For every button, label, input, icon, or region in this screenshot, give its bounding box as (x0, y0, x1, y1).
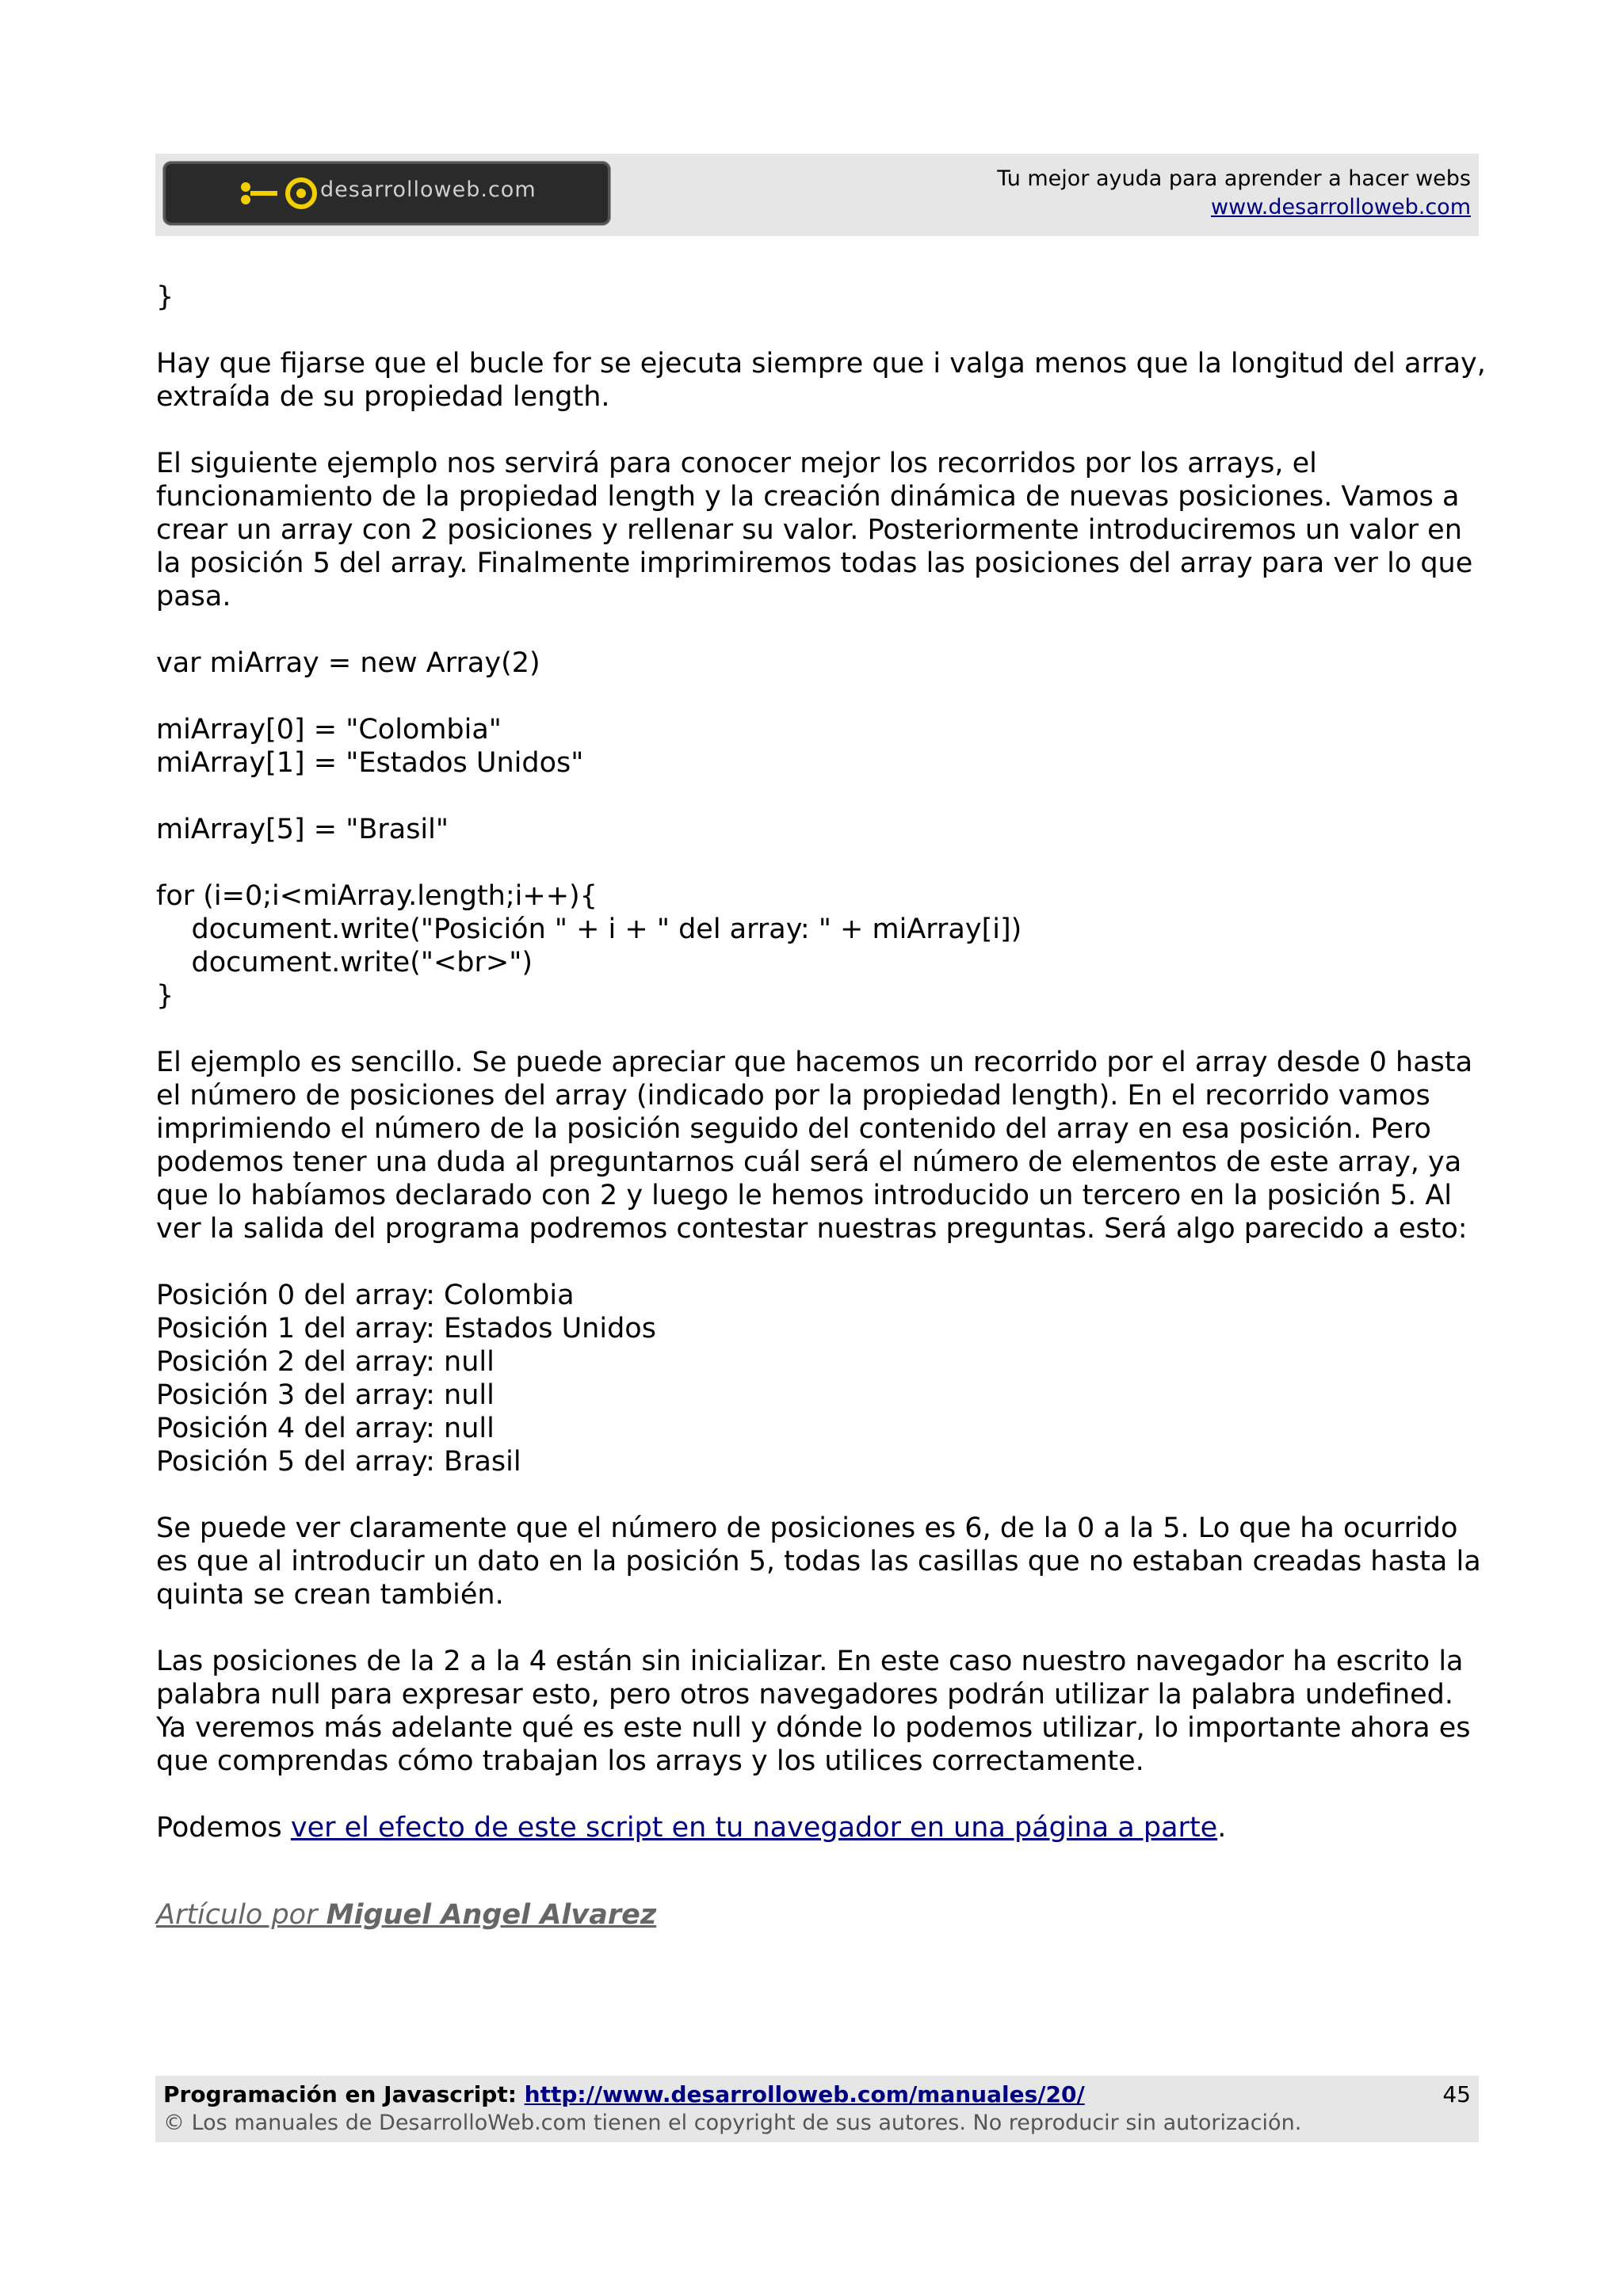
article-line (156, 1013, 1487, 1046)
header-site-link[interactable]: www.desarrolloweb.com (1211, 195, 1471, 219)
article-body (156, 280, 1487, 1844)
footer-manual (163, 2081, 1085, 2109)
article-line: El siguiente ejemplo nos servirá para conocer mejor los recorridos por los arrays, el (156, 448, 1317, 479)
article-author[interactable] (156, 1898, 656, 1932)
article-line (156, 1778, 1487, 1811)
article-line: imprimiendo el número de la posición seguido del contenido del array en esa posición. Pero (156, 1113, 1431, 1145)
article-line: miArray[5] = "Brasil" (156, 814, 449, 845)
article-line (156, 680, 1487, 713)
article-line: quinta se crean también. (156, 1579, 504, 1611)
article-line (156, 846, 1487, 879)
author-name: Miguel Angel Alvarez (326, 1899, 657, 1931)
author-prefix: Artículo por (156, 1899, 327, 1931)
article-line: El ejemplo es sencillo. Se puede apreciar que hacemos un recorrido por el array desde 0 hasta (156, 1047, 1473, 1078)
article-line: que lo habíamos declarado con 2 y luego le hemos introducido un tercero en la posición 5. Al (156, 1180, 1453, 1211)
article-line: Las posiciones de la 2 a la 4 están sin inicializar. En este caso nuestro navegador ha escrito la (156, 1646, 1464, 1677)
article-line: Posición 0 del array: Colombia (156, 1280, 575, 1311)
article-line: document.write("Posición " + i + " del array: " + miArray[i]) (156, 913, 1022, 945)
article-line: extraída de su propiedad length. (156, 381, 610, 413)
last-paragraph-prefix: Podemos (156, 1812, 291, 1844)
article-line: } (156, 281, 174, 313)
article-line: Posición 5 del array: Brasil (156, 1446, 521, 1478)
article-lines (156, 280, 1487, 1811)
footer-manual-label: Programación en Javascript: (163, 2081, 525, 2107)
article-line (156, 1611, 1487, 1645)
footer-copyright: © Los manuales de DesarrolloWeb.com tienen el copyright de sus autores. No reproducir sin autorización. (163, 2111, 1302, 2135)
article-line (156, 1245, 1487, 1279)
article-line: es que al introducir un dato en la posición 5, todas las casillas que no estaban creadas hasta la (156, 1546, 1481, 1577)
page-number: 45 (1442, 2081, 1471, 2107)
article-line: } (156, 980, 174, 1012)
article-line (156, 780, 1487, 813)
article-line: la posición 5 del array. Finalmente imprimiremos todas las posiciones del array para ver lo que (156, 547, 1473, 579)
article-line (156, 314, 1487, 347)
page-footer (155, 2076, 1479, 2142)
article-line: podemos tener una duda al preguntarnos cuál será el número de elementos de este array, ya (156, 1146, 1462, 1178)
article-line: for (i=0;i<miArray.length;i++){ (156, 880, 598, 912)
article-line: funcionamiento de la propiedad length y la creación dinámica de nuevas posiciones. Vamos a (156, 481, 1460, 513)
article-line: palabra null para expresar esto, pero otros navegadores podrán utilizar la palabra undefined. (156, 1679, 1454, 1711)
article-line: Posición 1 del array: Estados Unidos (156, 1313, 656, 1344)
logo-text: desarrolloweb.com (320, 177, 537, 202)
article-line: Ya veremos más adelante qué es este null y dónde lo podemos utilizar, lo importante ahora es (156, 1712, 1471, 1744)
article-line (156, 414, 1487, 447)
last-paragraph (156, 1811, 1487, 1844)
article-line: ver la salida del programa podremos contestar nuestras preguntas. Será algo parecido a esto: (156, 1213, 1468, 1245)
article-line: crear un array con 2 posiciones y rellenar su valor. Posteriormente introduciremos un valor en (156, 514, 1462, 546)
page-header (155, 154, 1479, 236)
article-line: Hay que fijarse que el bucle for se ejecuta siempre que i valga menos que la longitud del array, (156, 348, 1486, 379)
article-line: Posición 2 del array: null (156, 1346, 495, 1378)
article-line: miArray[1] = "Estados Unidos" (156, 747, 584, 779)
article-line: Se puede ver claramente que el número de posiciones es 6, de la 0 a la 5. Lo que ha ocurrido (156, 1512, 1458, 1544)
article-line: var miArray = new Array(2) (156, 647, 540, 679)
logo-mark-icon (236, 177, 331, 209)
last-paragraph-suffix: . (1217, 1812, 1227, 1844)
footer-manual-link[interactable]: http://www.desarrolloweb.com/manuales/20/ (524, 2081, 1085, 2107)
article-line: document.write("<br>") (156, 947, 533, 978)
article-line: que comprendas cómo trabajan los arrays y los utilices correctamente. (156, 1745, 1144, 1777)
article-line (156, 1478, 1487, 1512)
header-right (997, 165, 1471, 222)
header-tagline: Tu mejor ayuda para aprender a hacer webs (997, 166, 1471, 191)
article-line (156, 613, 1487, 646)
article-line: miArray[0] = "Colombia" (156, 714, 502, 746)
script-demo-link[interactable]: ver el efecto de este script en tu navegador en una página a parte (290, 1812, 1218, 1844)
article-line: Posición 3 del array: null (156, 1379, 495, 1411)
site-logo[interactable] (163, 162, 610, 225)
article-line: pasa. (156, 581, 231, 612)
article-line: el número de posiciones del array (indicado por la propiedad length). En el recorrido vamos (156, 1080, 1430, 1112)
article-line: Posición 4 del array: null (156, 1413, 495, 1444)
